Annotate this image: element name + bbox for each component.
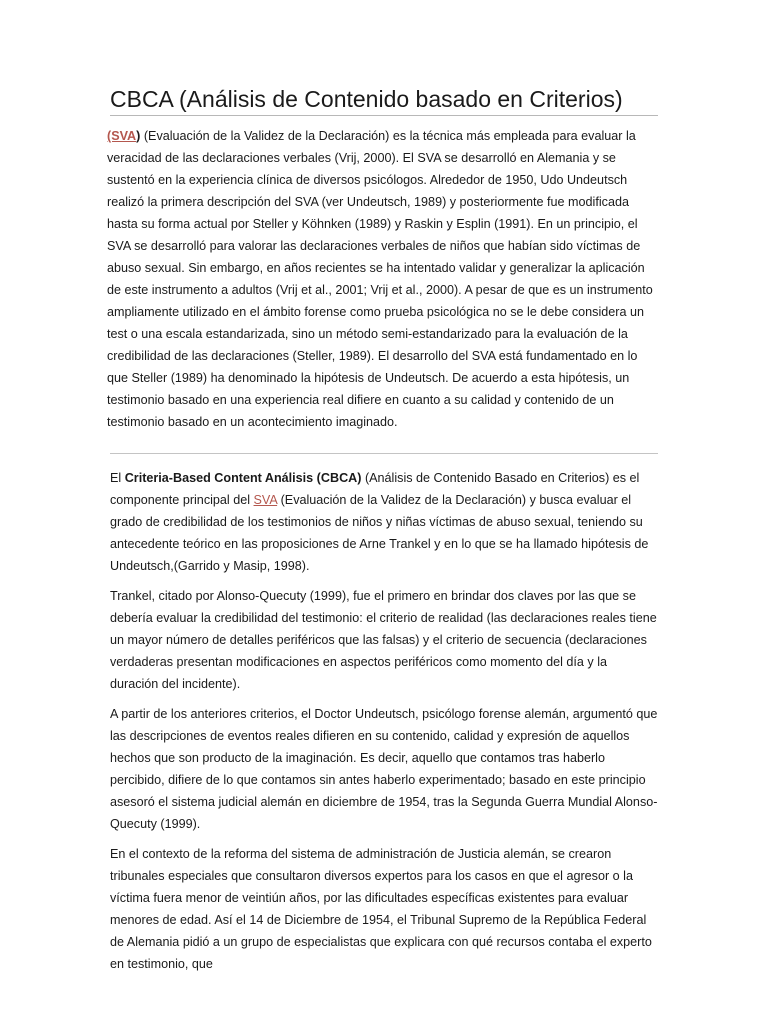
- cbca-tail: (Evaluación de la Validez de la Declaración) y busca evaluar el grado de credibilidad de los testimonios de niños y niñas víctimas de abuso sexual, teniendo su antecedente teórico en las proposiciones de Arne Trankel y en lo que se ha llamado hipótesis de Undeutsch,(Garrido y Masip, 1998).: [110, 493, 649, 573]
- cbca-paragraph: [110, 467, 658, 577]
- cbca-term: Criteria-Based Content Análisis (CBCA): [124, 471, 362, 485]
- trankel-paragraph: Trankel, citado por Alonso-Quecuty (1999), fue el primero en brindar dos claves por las que se debería evaluar la credibilidad del testimonio: el criterio de realidad (las declaraciones reales tiene un mayor número de detalles periféricos que las falsas) y el criterio de secuencia (declaraciones verdaderas presentan modificaciones en aspectos periféricos como momento del día y la duración del incidente).: [110, 589, 657, 691]
- reform-paragraph: En el contexto de la reforma del sistema de administración de Justicia alemán, se crearon tribunales especiales que consultaron diversos expertos para los casos en que el agresor o la víctima fuera menor de veintiún años, por las dificultades específicas existentes para evaluar menores de edad. Así el 14 de Diciembre de 1954, el Tribunal Supremo de la República Federal de Alemania pidió a un grupo de especialistas que explicara con qué recursos contaba el experto en testimonio, que: [110, 847, 652, 971]
- intro-link-close: ): [136, 129, 141, 143]
- cbca-lead: El: [110, 471, 125, 485]
- sva-link[interactable]: (SVA: [107, 129, 137, 143]
- sva-link-2[interactable]: SVA: [253, 493, 278, 507]
- cbca-mid: (Análisis de Contenido Basado en Criterios) es el componente principal del: [110, 471, 640, 507]
- section-divider: [110, 453, 658, 454]
- page-title: CBCA (Análisis de Contenido basado en Criterios): [110, 84, 658, 116]
- undeutsch-paragraph: A partir de los anteriores criterios, el Doctor Undeutsch, psicólogo forense alemán, argumentó que las descripciones de eventos reales difieren en su contenido, calidad y expresión de aquellos hechos que son producto de la imaginación. Es decir, aquello que contamos tras haberlo percibido, difiere de lo que contamos sin antes haberlo experimentado; basado en este principio asesoró el sistema judicial alemán en diciembre de 1954, tras la Segunda Guerra Mundial Alonso-Quecuty (1999).: [110, 707, 658, 831]
- document-page: [107, 84, 658, 975]
- intro-paragraph: [107, 125, 655, 433]
- intro-text: (Evaluación de la Validez de la Declaración) es la técnica más empleada para evaluar la veracidad de las declaraciones verbales (Vrij, 2000). El SVA se desarrolló en Alemania y se sustentó en la experiencia clínica de diversos psicólogos. Alrededor de 1950, Udo Undeutsch realizó la primera descripción del SVA (ver Undeutsch, 1989) y posteriormente fue modificada hasta su forma actual por Steller y Köhnken (1989) y Raskin y Esplin (1991). En un principio, el SVA se desarrolló para valorar las declaraciones verbales de niños que habían sido víctimas de abuso sexual. Sin embargo, en años recientes se ha intentado validar y generalizar la aplicación de este instrumento a adultos (Vrij et al., 2001; Vrij et al., 2000). A pesar de que es un instrumento ampliamente utilizado en el ámbito forense como prueba psicológica no se le debe considera un test o una escala estandarizada, sino un método semi-estandarizado para la evaluación de la credibilidad de las declaraciones (Steller, 1989). El desarrollo del SVA está fundamentado en lo que Steller (1989) ha denominado la hipótesis de Undeutsch. De acuerdo a esta hipótesis, un testimonio basado en una experiencia real difiere en cuanto a su calidad y contenido de un testimonio basado en un acontecimiento imaginado.: [107, 129, 653, 429]
